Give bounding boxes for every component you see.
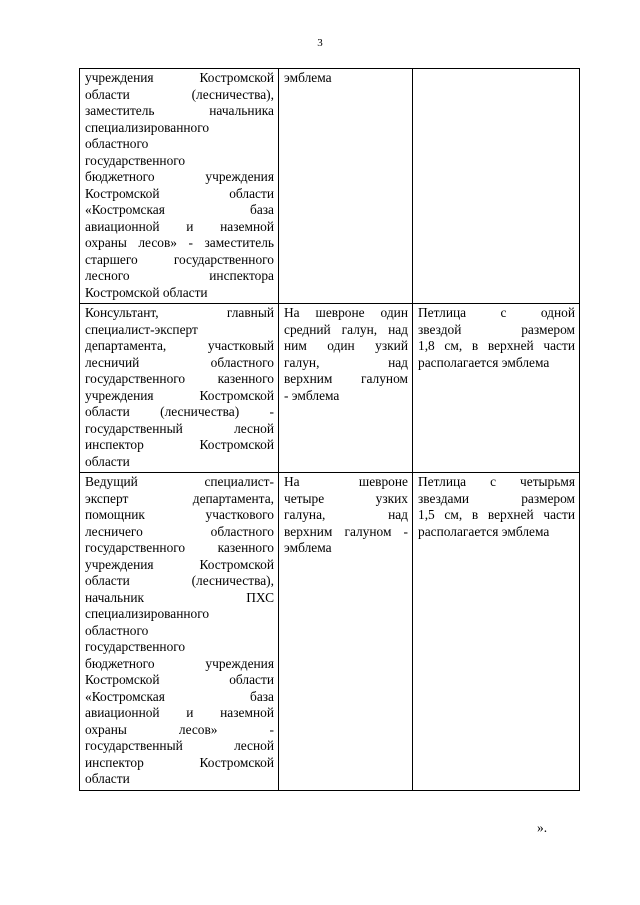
buttonhole-cell [413,473,580,791]
cell-text-line: области (лесничества), [85,86,274,102]
cell-text-line: специализированного [85,119,210,135]
cell-text-line: верхним галуном [284,371,408,386]
cell-text-line: Петлица с одной [418,305,575,320]
position-cell [80,473,279,791]
cell-text-line: Петлица с четырьмя [418,474,575,489]
cell-text-line: эксперт департамента, [85,490,274,506]
cell-text-line: бюджетного учреждения [85,655,274,671]
cell-text-line: авиационной и наземной [85,705,274,720]
cell-text-line: лесничий областного [85,354,274,370]
cell-text-line: инспектор Костромской [85,437,274,452]
cell-text-line: На шевроне один [284,305,408,320]
cell-text-line: Консультант, главный [85,305,274,320]
cell-text-line: помощник участкового [85,507,274,522]
table-row [80,69,580,304]
table-row [80,304,580,473]
chevron-cell [279,69,413,304]
cell-text-line: эмблема [284,70,332,85]
cell-text-line: учреждения Костромской [85,70,274,85]
chevron-cell [279,473,413,791]
cell-text-line: лесного инспектора [85,268,274,283]
cell-text-line: Костромской области [85,185,274,201]
chevron-cell [279,304,413,473]
cell-text-line: четыре узких [284,490,408,506]
cell-text-line: области [85,771,130,786]
insignia-table [79,68,580,791]
cell-text-line: области [85,453,130,469]
cell-text-line: охраны лесов» - заместитель [85,235,274,250]
cell-text-line: располагается эмблема [418,523,550,539]
position-cell [80,304,279,473]
table-row [80,473,580,791]
cell-text-line: эмблема [284,540,332,555]
table-body [80,69,580,791]
cell-text-line: государственного казенного [85,540,274,555]
cell-text-line: авиационной и наземной [85,218,274,234]
position-cell [80,69,279,304]
cell-text-line: государственного казенного [85,371,274,386]
cell-text-line: начальник ПХС [85,589,274,605]
cell-text-line: 1,5 см, в верхней части [418,507,575,522]
cell-text-line: Костромской области [85,284,208,300]
cell-text-line: звездами размером [418,490,575,506]
cell-text-line: заместитель начальника [85,103,274,118]
cell-text-line: старшего государственного [85,251,274,267]
cell-text-line: На шевроне [284,474,408,489]
cell-text-line: галуна, над [284,507,408,522]
cell-text-line: лесничего областного [85,523,274,539]
cell-text-line: областного [85,136,149,151]
cell-text-line: галун, над [284,354,408,370]
cell-text-line: Костромской области [85,672,274,687]
cell-text-line: «Костромская база [85,202,274,217]
cell-text-line: инспектор Костромской [85,754,274,770]
cell-text-line: департамента, участковый [85,338,274,353]
cell-text-line: области (лесничества) - [85,404,274,419]
cell-text-line: 1,8 см, в верхней части [418,338,575,353]
cell-text-line: «Костромская база [85,688,274,704]
cell-text-line: ним один узкий [284,338,408,353]
cell-text-line: располагается эмблема [418,354,550,370]
page-number: 3 [317,37,323,49]
cell-text-line: звездой размером [418,321,575,337]
cell-text-line: - эмблема [284,387,340,403]
cell-text-line: государственный лесной [85,420,274,436]
cell-text-line: Ведущий специалист- [85,474,274,489]
cell-text-line: области (лесничества), [85,573,274,588]
cell-text-line: областного [85,622,149,638]
cell-text-line: учреждения Костромской [85,387,274,403]
closing-quote-mark: ». [537,820,548,835]
cell-text-line: верхним галуном - [284,523,408,539]
cell-text-line: специалист-эксперт [85,321,198,337]
cell-text-line: средний галун, над [284,321,408,337]
cell-text-line: специализированного [85,606,210,621]
cell-text-line: охраны лесов» - [85,721,274,737]
cell-text-line: учреждения Костромской [85,556,274,572]
buttonhole-cell [413,304,580,473]
buttonhole-cell [413,69,580,304]
cell-text-line: государственного [85,639,186,654]
cell-text-line: государственного [85,152,186,168]
cell-text-line: государственный лесной [85,738,274,753]
cell-text-line: бюджетного учреждения [85,169,274,184]
